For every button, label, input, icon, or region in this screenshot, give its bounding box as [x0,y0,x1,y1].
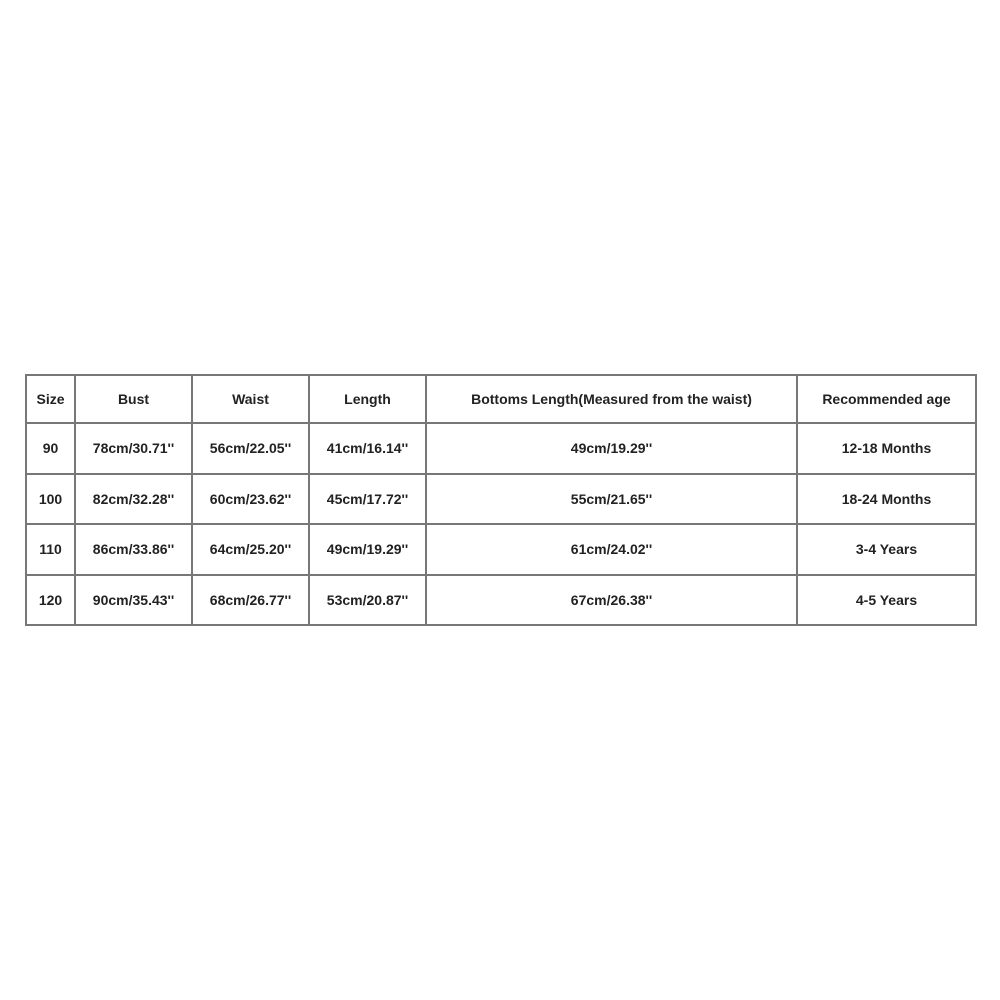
header-waist: Waist [192,375,309,423]
cell-bust: 86cm/33.86'' [75,524,192,575]
cell-recommended-age: 12-18 Months [797,423,976,474]
table-row [26,474,976,525]
header-row [26,375,976,423]
cell-length: 45cm/17.72'' [309,474,426,525]
table-row [26,423,976,474]
header-bottoms-length: Bottoms Length(Measured from the waist) [426,375,797,423]
table-row [26,524,976,575]
table-row [26,575,976,626]
header-size: Size [26,375,75,423]
cell-size: 90 [26,423,75,474]
cell-size: 110 [26,524,75,575]
cell-recommended-age: 4-5 Years [797,575,976,626]
header-length: Length [309,375,426,423]
cell-bottoms-length: 55cm/21.65'' [426,474,797,525]
cell-length: 41cm/16.14'' [309,423,426,474]
cell-bottoms-length: 61cm/24.02'' [426,524,797,575]
cell-recommended-age: 18-24 Months [797,474,976,525]
cell-waist: 68cm/26.77'' [192,575,309,626]
cell-bottoms-length: 67cm/26.38'' [426,575,797,626]
size-chart-table [25,374,977,626]
header-recommended-age: Recommended age [797,375,976,423]
cell-bust: 90cm/35.43'' [75,575,192,626]
header-bust: Bust [75,375,192,423]
cell-length: 49cm/19.29'' [309,524,426,575]
cell-bust: 82cm/32.28'' [75,474,192,525]
cell-bust: 78cm/30.71'' [75,423,192,474]
cell-length: 53cm/20.87'' [309,575,426,626]
cell-waist: 60cm/23.62'' [192,474,309,525]
cell-size: 120 [26,575,75,626]
cell-waist: 64cm/25.20'' [192,524,309,575]
cell-waist: 56cm/22.05'' [192,423,309,474]
cell-bottoms-length: 49cm/19.29'' [426,423,797,474]
cell-recommended-age: 3-4 Years [797,524,976,575]
cell-size: 100 [26,474,75,525]
